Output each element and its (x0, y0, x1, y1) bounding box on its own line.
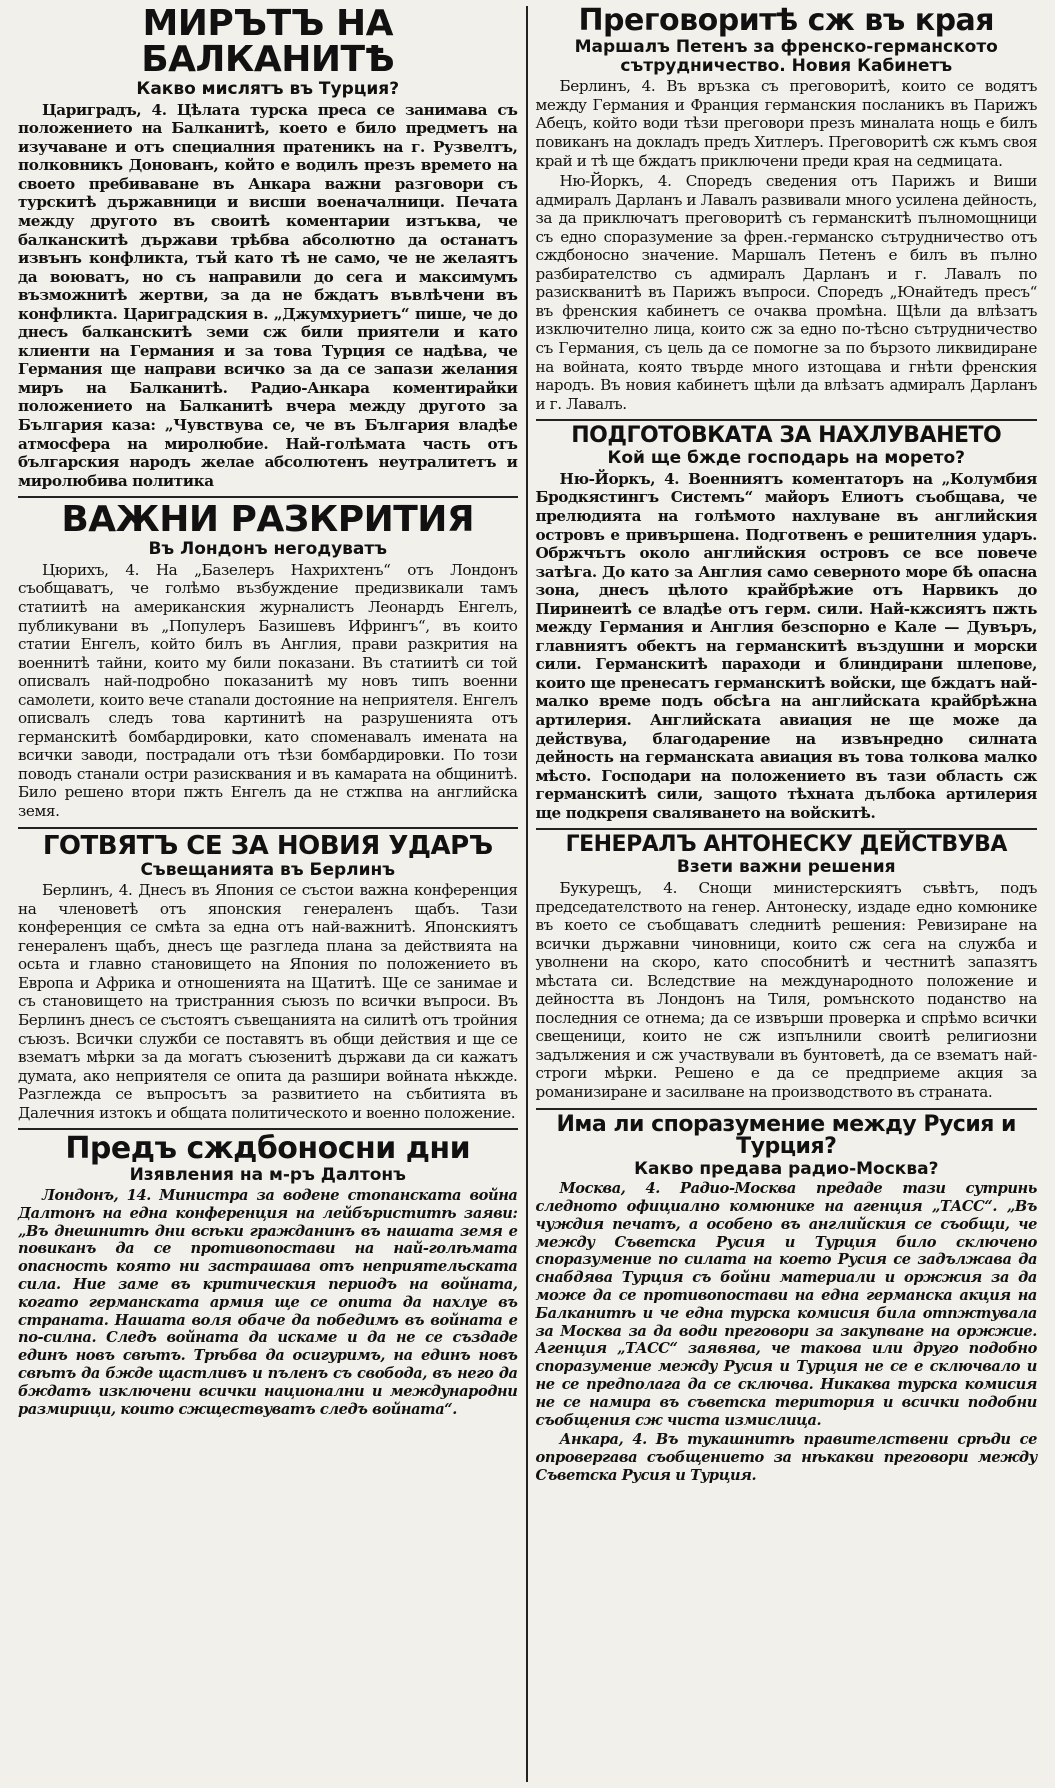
subhead: Взети важни решения (676, 857, 896, 878)
article-important-revelations (18, 496, 518, 820)
headline: ГОТВЯТЪ СЕ ЗА НОВИЯ УДАРЪ (42, 830, 493, 861)
article-negotiations-end (536, 6, 1038, 413)
article-body: Берлинъ, 4. Днесъ въ Япония се състои важна конференция на членоветѣ отъ японския генераленъ щабъ. Тази конференция се смѣта за една отъ най-важнитѣ. Японскиятъ генераленъ щабъ, днесъ ще разгледа плана за действията на осьта и главно становището на Япония по положението въ Европа и Африка и отношенията на Щатитѣ. Ще се занимае и съ становището на тристранния съюзъ по всички въпроси. Въ Берлинъ днесъ се състоятъ съвещанията на силитѣ отъ тройния съюзъ. Всички служби се поставятъ въ общи действия и ще се взематъ мѣрки за да могатъ съюзенитѣ държави да си кажатъ думата, ако неприятеля се опита да разшири войната нѣкжде. Разглежда се въпросътъ за развитието на събитията въ Далечния изтокъ и общата политическото и военно положение. (18, 881, 518, 1122)
article-balkans-peace (18, 6, 518, 490)
article-new-strike (18, 827, 518, 1123)
subhead: Изявления на м-ръ Далтонъ (129, 1165, 406, 1186)
subhead: Кой ще бжде господарь на морето? (607, 448, 965, 469)
article-body: Лондонъ, 14. Министра за водене стопанската война Далтонъ на една конференция на лейбъриститѣ заяви: „Въ днешнитѣ дни всѣки гражданинъ въ нашата земя е повиканъ да се противопостави на най-голѣмата опасность която ни застрашава отъ неприятельската сила. Ние заме въ критическия периодъ на войната, когато германската армия ще се опита да нахлуе въ страната. Нашата воля обаче да победимъ въ войната е по-силна. Следъ войната да искаме и да не се създаде единъ новъ свѣтъ. Трѣбва да осигуримъ, на единъ новъ свѣтъ да бжде щастливъ и пъленъ съ свобода, въ него да бждатъ изключени всички национални и международни размирици, които сжществуватъ следъ войната“. (18, 1187, 518, 1418)
article-body: Цюрихъ, 4. На „Базелеръ Нахрихтенъ“ отъ Лондонъ съобщаватъ, че голѣмо възбуждение предизвикали тамъ статиитѣ на американския журналистъ Леонардъ Енгелъ, публикувани въ „Популеръ Базишевъ Ифрингъ“, въ които статии Енгелъ, който билъ въ Англия, прави разкрития на военнитѣ тайни, които му били показани. Въ статиитѣ си той описвалъ най-подробно показанитѣ му новъ типъ военни самолети, които вече стanали достояние на неприятеля. Енгелъ описвалъ следъ това картинитѣ на разрушенията отъ германскитѣ бомбардировки, като споменавалъ имената на всички заводи, пострадали отъ тѣзи бомбардировки. По този поводъ станали остри разисквания и въ камарата на общинитѣ. Било решено втори пжть Енгелъ да не стжпва на английска земя. (18, 560, 518, 820)
subhead: Какво предава радио-Москва? (634, 1158, 939, 1179)
article-paragraph: Ню-Йоркъ, 4. Споредъ сведения отъ Парижъ и Виши адмиралъ Дарланъ и Лавалъ развивали много усилена дейность, за да приключатъ преговоритѣ съ германскитѣ пълномощници съ едно споразумение за френ.-германско сътрудничество отъ сждбоносно значение. Маршалъ Петенъ е билъ въ пълно разбирателство съ адмиралъ Дарланъ и г. Лавалъ по разискванитѣ въ Парижъ въпроси. Споредъ „Юнайтедъ пресъ“ въ френския кабинетъ се очаква промѣна. Щѣли да влѣзатъ изключително лица, които сж за едно по-тѣсно сътрудничество съ Германия, съ цель да се помогне за по бързото ликвидиране на войната, която твърде много изтощава и гнѣти френския народъ. Въ новия кабинетъ щѣли да влѣзатъ адмиралъ Дарланъ и г. Лавалъ. (535, 172, 1037, 413)
article-antonescu (536, 828, 1038, 1101)
headline: ПОДГОТОВКАТА ЗА НАХЛУВАНЕТО (571, 423, 1002, 449)
article-body: Цариградъ, 4. Цѣлата турска преса се занимава съ положението на Балканитѣ, което е било предметъ на изучаване и отъ специалния пратеникъ на г. Рузвелтъ, полковникъ Донованъ, който е водилъ презъ времето на своето пребиваване въ Анкара важни разговори съ турскитѣ държавници и висши военачалници. Печата между другото въ своитѣ коментарии изтъква, че балканскитѣ държави трѣбва абсолютно да останатъ извънъ конфликта, тъй като тѣ не само, че не желаятъ да воюватъ, но съ направили до сега и максимумъ възможнитѣ жертви, за да не бждатъ въвлѣчени въ конфликта. Цариградския в. „Джумхуриетъ“ пише, че до днесъ балканскитѣ земи сж били приятели и като клиенти на Германия и за това Турция се надѣва, че Германия ще направи всичко за да се запази желания миръ на Балканитѣ. Радио-Анкара коментирайки положението на Балканитѣ вчера между другото за България каза: „Чувствува се, че въ България владѣе атмосфера на миролюбие. Най-голѣмата часть отъ българския народъ желае абсолютенъ неутралитетъ и миролюбива политика (18, 100, 518, 490)
article-fateful-days (18, 1128, 518, 1418)
left-column (10, 6, 528, 1782)
article-paragraph: Москва, 4. Радио-Москва предаде тази сутринь следното официално комюнике на агенция „ТАСС“. „Въ чуждия печатъ, а особено въ английския се съобщи, че между Съветска Русия и Турция било сключено споразумение по силата на което Русия се задължава да снабдява Турция съ бойни материали и оржжия за да може да се противопостави на една германска акция на Балканитѣ и че една турска комисия била отпжтувала за Москва за да води преговори за закупване на оржжие. Агенция „ТАСС“ заявява, че такова или друго подобно споразумение между Русия и Турция не се е сключвало и не се предполага да се сключва. Никаква турска комисия не се намира въ съветска територия и всички подобни съобщения сж чиста измислица. (535, 1180, 1037, 1429)
article-invasion-preparation (536, 419, 1038, 822)
article-paragraph: Анкара, 4. Въ тукашнитѣ правителствени срѣди се опровергава съобщението за нѣкакви преговори между Съветска Русия и Турция. (535, 1431, 1037, 1484)
headline: ГЕНЕРАЛЪ АНТОНЕСКУ ДЕЙСТВУВА (565, 832, 1007, 858)
headline: ВАЖНИ РАЗКРИТИЯ (61, 499, 475, 541)
right-column (528, 6, 1046, 1782)
article-russia-turkey (536, 1108, 1038, 1485)
headline: Предъ сждбоносни дни (65, 1131, 471, 1167)
article-body: Ню-Йоркъ, 4. Военниятъ коментаторъ на „Колумбия Бродкястингъ Системъ“ майоръ Елиотъ съобщава, че прелюдията на голѣмото нахлуване въ английския островъ е привършена. Подготвенъ е решителния ударъ. Обржчътъ около английския островъ се все повече затѣга. До като за Англия само северното море бѣ опасна зона, днесъ цѣлото крайбрѣжие отъ Нарвикъ до Пиринеитѣ се владѣе отъ герм. сили. Най-кжсиятъ пжть между Германия и Англия безспорно е Кале — Дувъръ, главниятъ обектъ на германскитѣ въздушни и морски сили. Германскитѣ параходи и блиндирани шлепове, които ще пренесатъ германскитѣ войски, ще бждатъ най-малко време подъ обсѣга на английската крайбрѣжна артилерия. Английската авиация не ще може да действува, благодарение на извънредно силната дейность на германската авиация въ това толкова малко мѣсто. Господари на положението въ тази область сж германскитѣ сили, защото тѣхната дълбока артилерия ще подкрепя сваляването на войскитѣ. (535, 469, 1037, 822)
headline: МИРЪТЪ НА БАЛКАНИТѢ (141, 6, 395, 80)
subhead: Какво мислятъ въ Турция? (136, 79, 400, 99)
headline: Преговоритѣ сж въ края (578, 6, 995, 38)
subhead: Маршалъ Петенъ за френско-германското сътрудничество. Новия Кабинетъ (574, 37, 998, 76)
headline: Има ли споразумение между Русия и Турция? (556, 1111, 1016, 1159)
article-body: Букурещъ, 4. Снощи министерскиятъ съвѣтъ, подъ председателството на генер. Антонеску, издаде едно комюнике въ което се съобщаватъ следнитѣ решения: Ревизиране на всички държавни чиновници, които сж сега на служба и уволнени на скоро, като способнитѣ и честнитѣ запазятъ мѣстата си. Вследствие на международното положение и дейността въ Лондонъ на Тиля, ромънското поданство на последния се отнема; да се извърши проверка и спрѣмо всички свещеници, които не сж изпълнили своитѣ религиозни задължения и сж участвували въ бунтоветѣ, да се взематъ най-строги мѣрки. Решено е да се предприеме акция за романизиране и засилване на производството въ страната. (535, 878, 1037, 1101)
subhead: Въ Лондонъ негодуватъ (148, 539, 388, 560)
subhead: Съвещанията въ Берлинъ (140, 859, 396, 880)
article-paragraph: Берлинъ, 4. Въ връзка съ преговоритѣ, които се водятъ между Германия и Франция германския посланикъ въ Парижъ Абецъ, който води тѣзи преговори презъ миналата нощь е билъ повиканъ на докладъ предъ Хитлеръ. Преговоритѣ сж къмъ своя край и тѣ ще бждатъ приключени преди края на седмицата. (535, 77, 1037, 170)
